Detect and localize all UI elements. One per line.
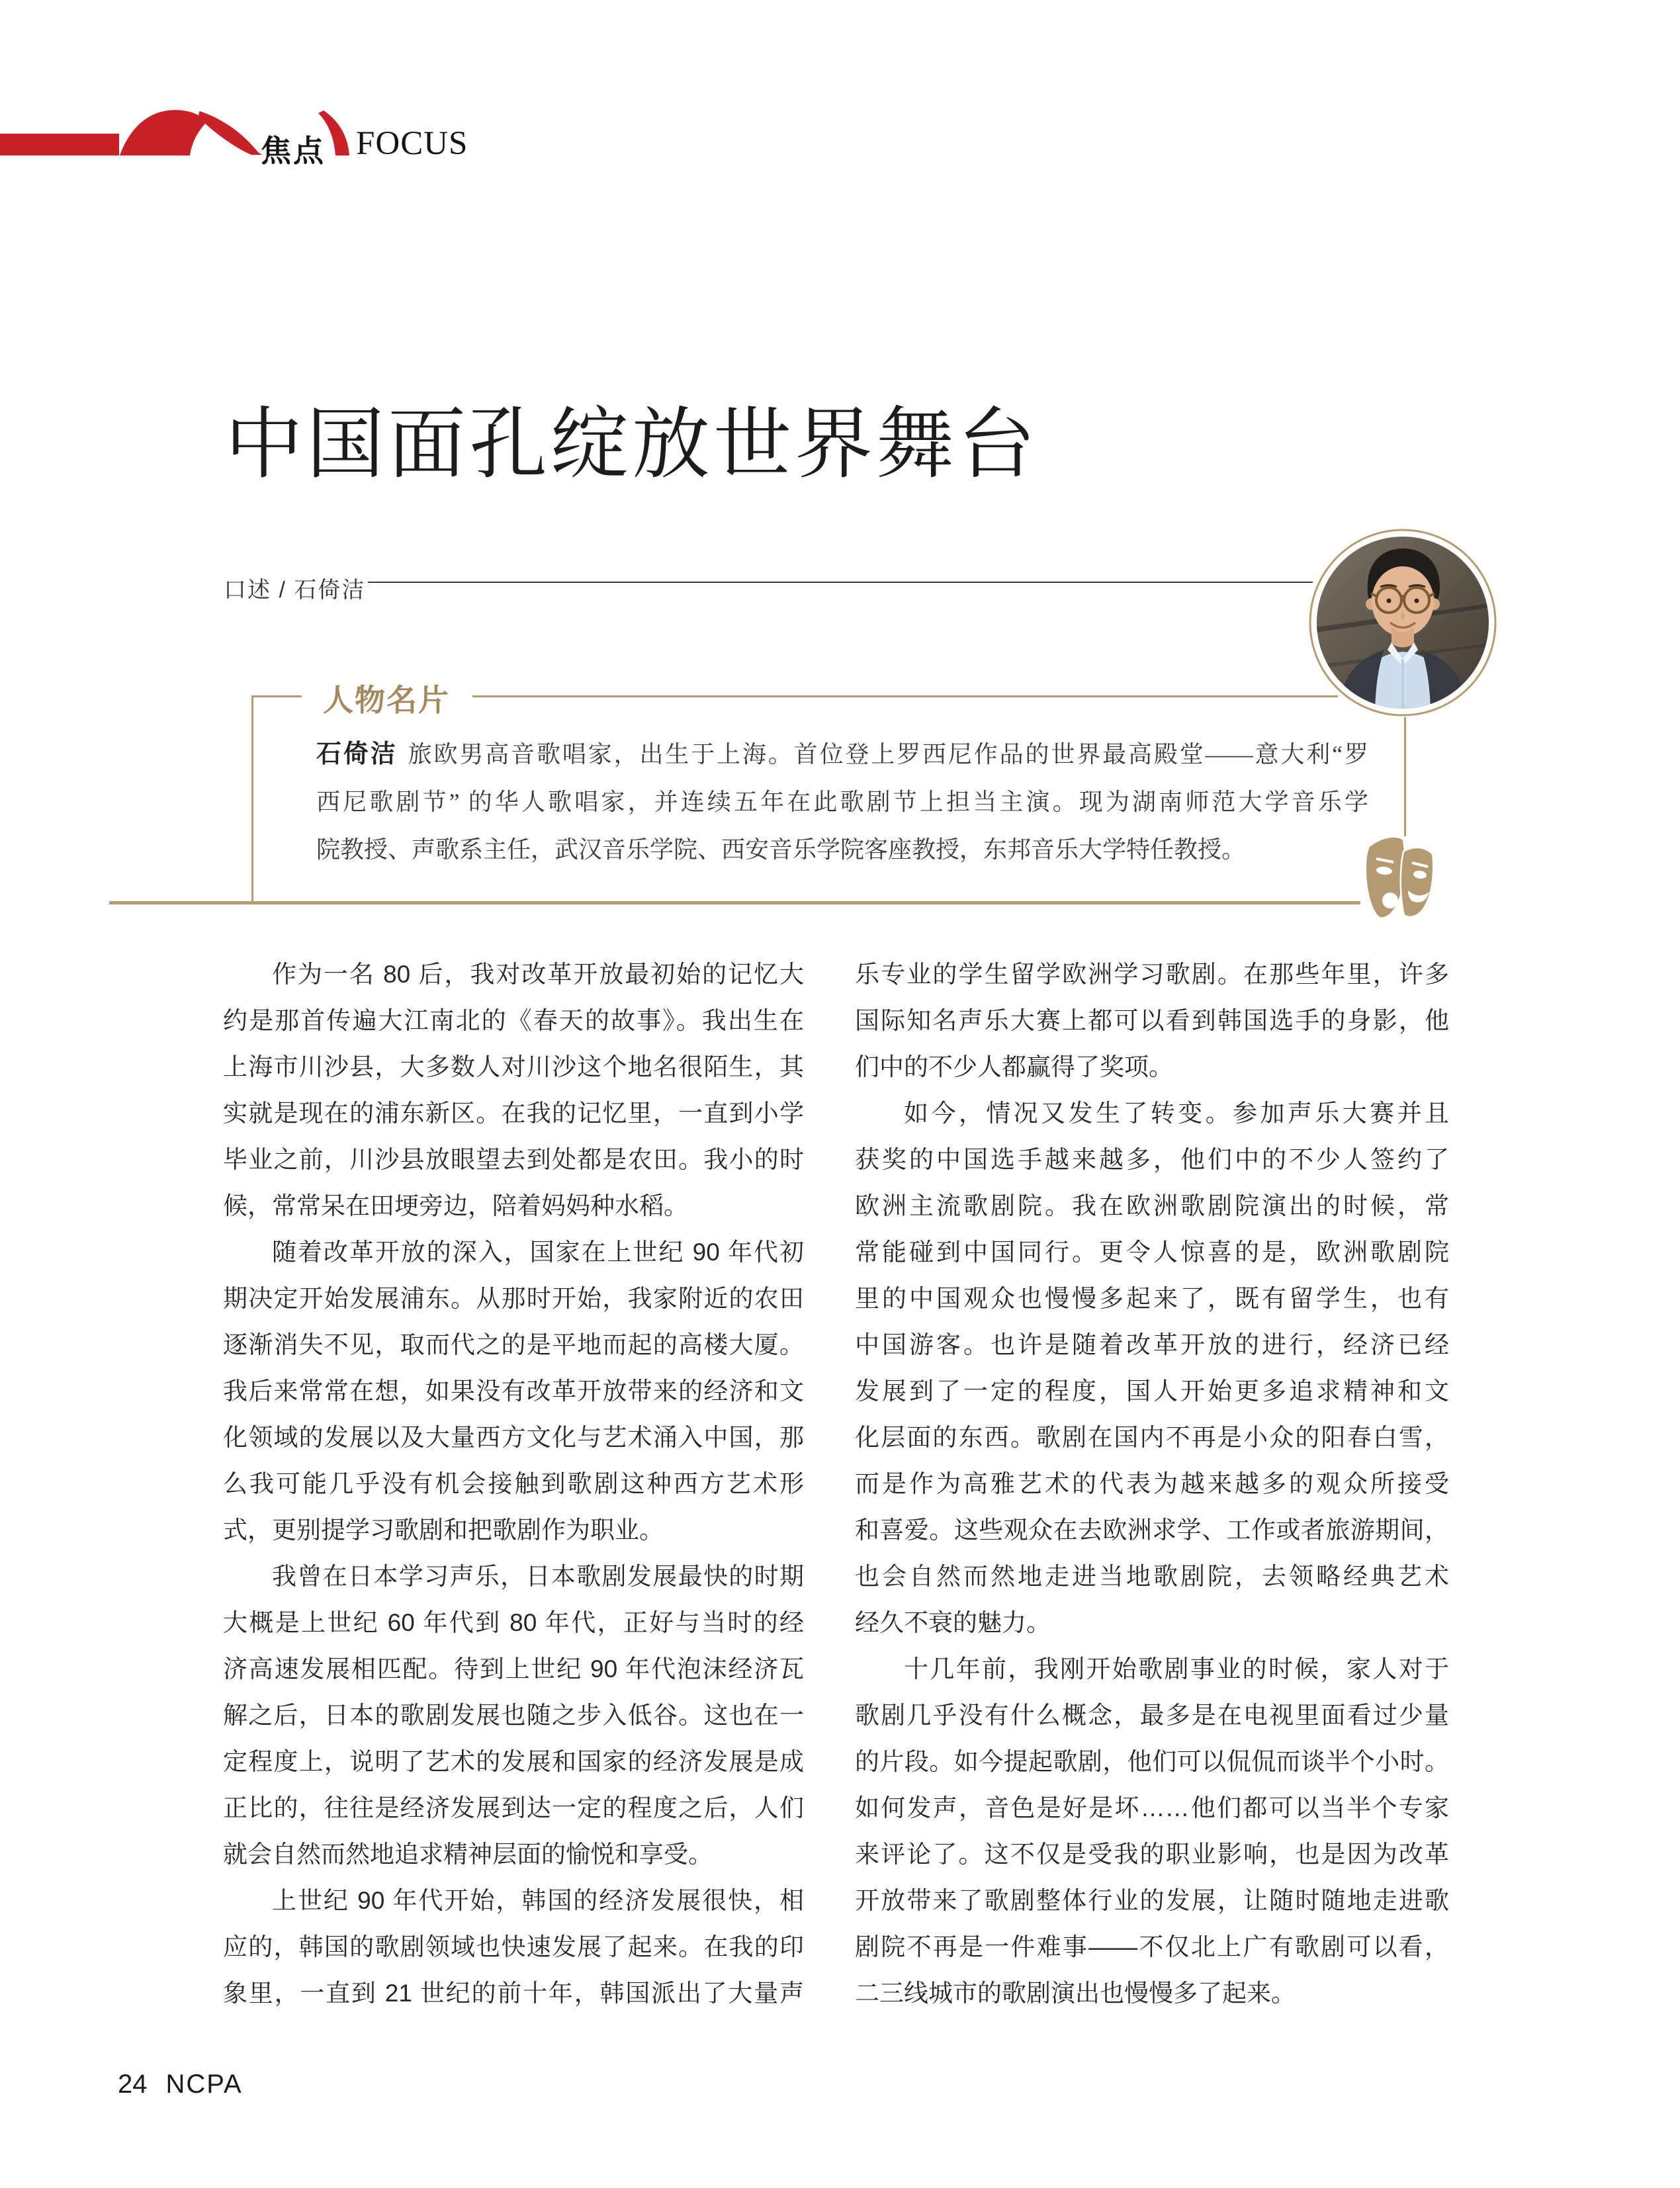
text-line: 和喜爱。这些观众在去欧洲求学、工作或者旅游期间， [855, 1516, 1449, 1544]
text-line: 毕业之前，川沙县放眼望去到处都是农田。我小的时 [223, 1146, 804, 1173]
section-tag-en: FOCUS [356, 125, 468, 162]
page-footer [118, 2070, 243, 2099]
bio-line: 西尼歌剧节” 的华人歌唱家，并连续五年在此歌剧节上担当主演。现为湖南师范大学音乐学 [316, 789, 1368, 815]
text-line: 化层面的东西。歌剧在国内不再是小众的阳春白雪， [855, 1424, 1449, 1451]
text-line: 定程度上，说明了艺术的发展和国家的经济发展是成 [223, 1748, 804, 1775]
byline-rule [368, 582, 1313, 583]
card-border-bottom [109, 901, 1360, 904]
text-line: 获奖的中国选手越来越多，他们中的不少人签约了 [855, 1146, 1449, 1173]
text-line: 候，常常呆在田埂旁边，陪着妈妈种水稻。 [223, 1192, 688, 1219]
text-line: 约是那首传遍大江南北的《春天的故事》。我出生在 [223, 1007, 804, 1034]
text-line: 大概是上世纪 60 年代到 80 年代，正好与当时的经 [223, 1609, 804, 1636]
text-line: 经久不衰的魅力。 [855, 1609, 1051, 1636]
profile-card-heading: 人物名片 [323, 683, 450, 717]
section-tag-zh: 焦点 [261, 134, 326, 168]
text-line: 解之后，日本的歌剧发展也随之步入低谷。这也在一 [223, 1702, 804, 1729]
text-line: 国际知名声乐大赛上都可以看到韩国选手的身影，他 [855, 1007, 1449, 1034]
card-border-left [251, 695, 253, 904]
text-line: 二三线城市的歌剧演出也慢慢多了起来。 [855, 1980, 1296, 2007]
text-line: 化领域的发展以及大量西方文化与艺术涌入中国，那 [223, 1424, 804, 1451]
theater-masks-icon [1363, 832, 1442, 930]
text-line: 发展到了一定的程度，国人开始更多追求精神和文 [855, 1378, 1449, 1405]
article-column-right [855, 951, 1449, 2017]
portrait-photo [1304, 523, 1502, 722]
text-line: 济高速发展相匹配。待到上世纪 90 年代泡沫经济瓦 [223, 1655, 804, 1683]
text-line: 我曾在日本学习声乐，日本歌剧发展最快的时期 [272, 1563, 804, 1590]
footer-brand: NCPA [165, 2070, 243, 2099]
text-line: 逐渐消失不见，取而代之的是平地而起的高楼大厦。 [223, 1331, 804, 1358]
profile-card-bio [316, 730, 1368, 873]
card-border-top-left [251, 695, 302, 697]
bio-line: 院教授、声歌系主任，武汉音乐学院、西安音乐学院客座教授，东邦音乐大学特任教授。 [316, 836, 1246, 863]
text-line: 乐专业的学生留学欧洲学习歌剧。在那些年里，许多 [855, 961, 1449, 988]
article-title: 中国面孔绽放世界舞台 [225, 402, 1039, 488]
text-line: 上海市川沙县，大多数人对川沙这个地名很陌生，其 [223, 1053, 804, 1080]
text-line: 式，更别提学习歌剧和把歌剧作为职业。 [223, 1516, 664, 1544]
byline: 口述 / 石倚洁 [224, 578, 366, 603]
text-line: 来评论了。这不仅是受我的职业影响，也是因为改革 [855, 1841, 1449, 1868]
text-line: 么我可能几乎没有机会接触到歌剧这种西方艺术形 [223, 1470, 804, 1497]
text-line: 歌剧几乎没有什么概念，最多是在电视里面看过少量 [855, 1702, 1449, 1729]
text-line: 随着改革开放的深入，国家在上世纪 90 年代初 [272, 1239, 804, 1266]
page-number: 24 [118, 2070, 148, 2099]
text-line: 象里，一直到 21 世纪的前十年，韩国派出了大量声 [223, 1980, 804, 2007]
text-line: 也会自然而然地走进当地歌剧院，去领略经典艺术 [855, 1563, 1449, 1590]
text-line: 的片段。如今提起歌剧，他们可以侃侃而谈半个小时。 [855, 1748, 1449, 1775]
text-line: 如今，情况又发生了转变。参加声乐大赛并且 [904, 1100, 1449, 1127]
card-border-top-right [472, 695, 1338, 697]
text-line: 正比的，往往是经济发展到达一定的程度之后，人们 [223, 1794, 804, 1821]
text-line: 十几年前，我刚开始歌剧事业的时候，家人对于 [904, 1655, 1449, 1683]
text-line: 开放带来了歌剧整体行业的发展，让随时随地走进歌 [855, 1887, 1449, 1914]
text-line: 里的中国观众也慢慢多起来了，既有留学生，也有 [855, 1285, 1449, 1312]
text-line: 而是作为高雅艺术的代表为越来越多的观众所接受 [855, 1470, 1449, 1497]
text-line: 作为一名 80 后，我对改革开放最初始的记忆大 [272, 961, 804, 988]
text-line: 我后来常常在想，如果没有改革开放带来的经济和文 [223, 1378, 804, 1405]
text-line: 中国游客。也许是随着改革开放的进行，经济已经 [855, 1331, 1449, 1358]
text-line: 欧洲主流歌剧院。我在欧洲歌剧院演出的时候，常 [855, 1192, 1449, 1219]
text-line: 上世纪 90 年代开始，韩国的经济发展很快，相 [272, 1887, 804, 1914]
text-line: 应的，韩国的歌剧领域也快速发展了起来。在我的印 [223, 1933, 804, 1960]
text-line: 期决定开始发展浦东。从那时开始，我家附近的农田 [223, 1285, 804, 1312]
text-line: 就会自然而然地追求精神层面的愉悦和享受。 [223, 1841, 713, 1868]
text-line: 剧院不再是一件难事——不仅北上广有歌剧可以看， [855, 1933, 1449, 1960]
text-line: 实就是现在的浦东新区。在我的记忆里，一直到小学 [223, 1100, 804, 1127]
text-line: 如何发声，音色是好是坏……他们都可以当半个专家 [855, 1794, 1449, 1821]
article-column-left [223, 951, 804, 2017]
card-border-right [1404, 717, 1406, 836]
text-line: 们中的不少人都赢得了奖项。 [855, 1053, 1173, 1080]
bio-line: 石倚洁 旅欧男高音歌唱家，出生于上海。首位登上罗西尼作品的世界最高殿堂——意大利“罗 [316, 740, 1368, 768]
profile-name: 石倚洁 [316, 740, 398, 768]
text-line: 常能碰到中国同行。更令人惊喜的是，欧洲歌剧院 [855, 1239, 1449, 1266]
